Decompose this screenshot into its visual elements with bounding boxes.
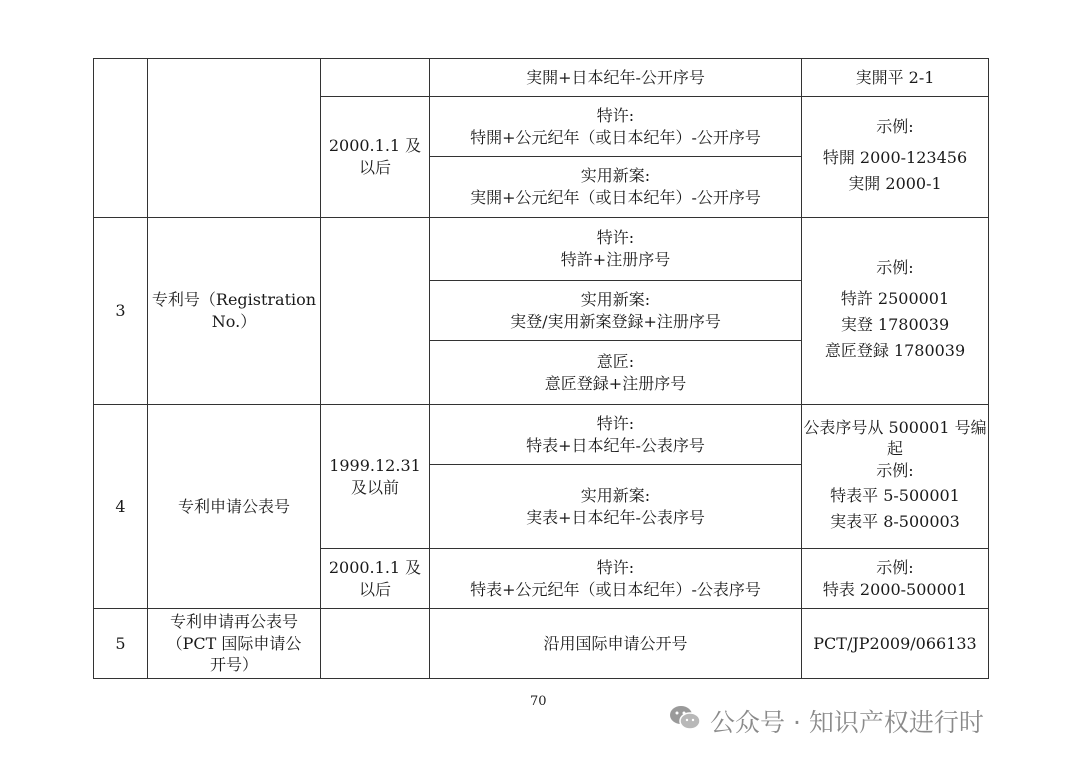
page-number: 70 <box>530 694 547 709</box>
cell-date-blank <box>321 59 430 97</box>
cell-rule: 特许: 特許+注册序号 <box>430 218 802 281</box>
cell-example: PCT/JP2009/066133 <box>802 609 989 679</box>
cell-name-blank <box>148 59 321 218</box>
patent-number-table <box>93 58 989 679</box>
cell-num-blank <box>94 59 148 218</box>
cell-rule: 实用新案: 実登/実用新案登録+注册序号 <box>430 281 802 341</box>
cell-example: 示例: 特表 2000-500001 <box>802 549 989 609</box>
cell-example: 実開平 2-1 <box>802 59 989 97</box>
cell-example: 示例: 特開 2000-123456 実開 2000-1 <box>802 97 989 218</box>
cell-num: 5 <box>94 609 148 679</box>
table-row <box>94 218 989 281</box>
cell-example: 公表序号从 500001 号编起 示例: 特表平 5-500001 実表平 8-500003 <box>802 405 989 549</box>
cell-rule: 意匠: 意匠登録+注册序号 <box>430 341 802 405</box>
cell-date-blank <box>321 218 430 405</box>
cell-rule: 特许: 特表+公元纪年（或日本纪年）-公表序号 <box>430 549 802 609</box>
cell-date: 2000.1.1 及以后 <box>321 549 430 609</box>
cell-rule: 特许: 特表+日本纪年-公表序号 <box>430 405 802 465</box>
cell-date: 2000.1.1 及以后 <box>321 97 430 218</box>
table-row <box>94 59 989 97</box>
cell-num: 4 <box>94 405 148 609</box>
cell-date-blank <box>321 609 430 679</box>
cell-rule: 沿用国际申请公开号 <box>430 609 802 679</box>
table-row <box>94 609 989 679</box>
cell-name: 专利号（Registration No.） <box>148 218 321 405</box>
cell-rule: 实用新案: 実開+公元纪年（或日本纪年）-公开序号 <box>430 157 802 218</box>
cell-name: 专利申请公表号 <box>148 405 321 609</box>
cell-num: 3 <box>94 218 148 405</box>
table-row <box>94 405 989 465</box>
cell-date: 1999.12.31 及以前 <box>321 405 430 549</box>
watermark <box>668 703 984 739</box>
cell-rule: 实用新案: 実表+日本纪年-公表序号 <box>430 465 802 549</box>
cell-rule: 特许: 特開+公元纪年（或日本纪年）-公开序号 <box>430 97 802 157</box>
wechat-icon <box>668 703 702 739</box>
watermark-text: 公众号 · 知识产权进行时 <box>710 708 984 737</box>
cell-example: 示例: 特許 2500001 実登 1780039 意匠登録 1780039 <box>802 218 989 405</box>
cell-name: 专利申请再公表号 （PCT 国际申请公 开号） <box>148 609 321 679</box>
cell-rule: 実開+日本纪年-公开序号 <box>430 59 802 97</box>
